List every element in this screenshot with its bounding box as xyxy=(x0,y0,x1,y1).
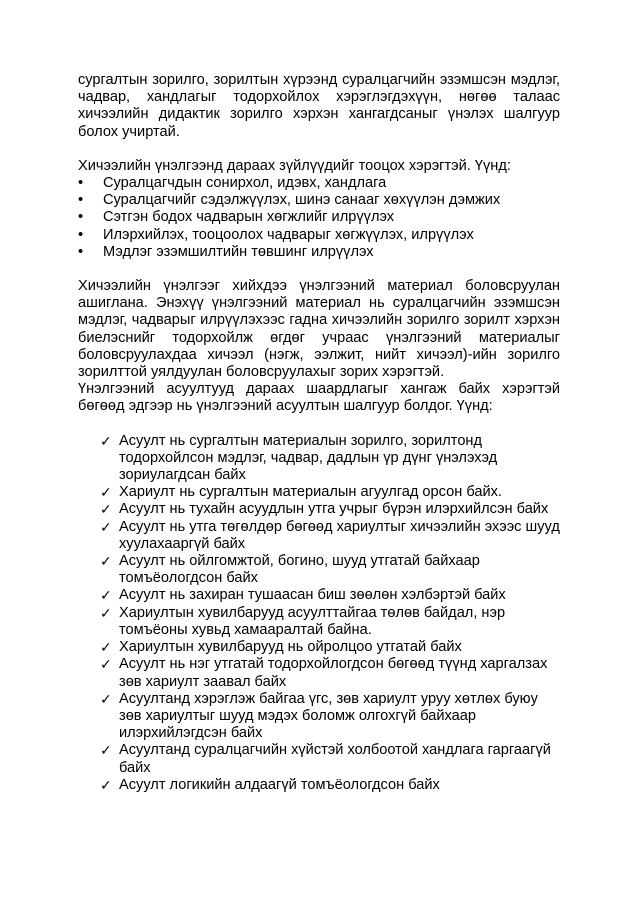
checkmark-icon: ✓ xyxy=(100,604,112,621)
list-item xyxy=(100,639,560,656)
list-item xyxy=(100,553,560,587)
list-item xyxy=(78,227,560,244)
checkmark-icon: ✓ xyxy=(100,690,112,707)
list-item-text: Асуулт нь нэг утгатай тодорхойлогдсон бөгөөд түүнд харгалзах зөв хариулт заавал байх xyxy=(119,656,548,690)
list-item-text: Суралцагчдын сонирхол, идэвх, хандлага xyxy=(103,175,387,192)
paragraph-spacer xyxy=(78,416,560,433)
checkmark-icon: ✓ xyxy=(100,776,112,793)
list-item-text: Асуулт нь сургалтын материалын зорилго, зорилтонд тодорхойлсон мэдлэг, чадвар, дадлын үр дүнг үнэлэхэд зориулагдсан байх xyxy=(119,432,498,484)
checkmark-icon: ✓ xyxy=(100,432,112,449)
list-item xyxy=(100,519,560,553)
list-item-text: Хариултын хувилбарууд нь ойролцоо утгатай байх xyxy=(119,639,462,656)
bullet-icon: • xyxy=(78,243,84,260)
checkmark-icon: ✓ xyxy=(100,484,112,501)
intro-paragraph: сургалтын зорилго, зорилтын хүрээнд суралцагчийн эзэмшсэн мэдлэг, чадвар, хандлагыг тодорхойлох хэрэглэгдэхүүн, нөгөө талаас хичээлийн дидактик зорилго хэрхэн хангагдсаныг үнэлэх шалгуур болох учиртай. xyxy=(78,72,560,140)
checkmark-icon: ✓ xyxy=(100,639,112,656)
list-item xyxy=(100,691,560,743)
checkmark-icon: ✓ xyxy=(100,501,112,518)
factors-list xyxy=(78,175,560,261)
list-item xyxy=(78,244,560,261)
document-page xyxy=(78,72,560,794)
list-item-text: Илэрхийлэх, тооцоолох чадварыг хөгжүүлэх, илрүүлэх xyxy=(103,226,474,243)
factors-intro: Хичээлийн үнэлгээнд дараах зүйлүүдийг тооцох хэрэгтэй. Үүнд: xyxy=(78,157,511,174)
paragraph-spacer xyxy=(78,141,560,158)
checkmark-icon: ✓ xyxy=(100,587,112,604)
paragraph-spacer xyxy=(78,261,560,278)
list-item-text: Асуулт логикийн алдаагүй томъёологдсон байх xyxy=(119,776,440,793)
list-item-text: Мэдлэг эзэмшилтийн төвшинг илрүүлэх xyxy=(103,243,374,260)
list-item xyxy=(100,656,560,690)
list-item-text: Асуулт нь утга төгөлдөр бөгөөд хариултыг хичээлийн эхээс шууд хуулахааргүй байх xyxy=(119,518,560,552)
criteria-list xyxy=(78,433,560,794)
checkmark-icon: ✓ xyxy=(100,553,112,570)
list-item-text: Асуулт нь захиран тушаасан биш зөөлөн хэлбэртэй байх xyxy=(119,587,506,604)
list-item xyxy=(100,777,560,794)
list-item xyxy=(100,587,560,604)
bullet-icon: • xyxy=(78,192,84,209)
list-item xyxy=(100,605,560,639)
list-item-text: Асуултанд хэрэглэж байгаа үгс, зөв хариулт уруу хөтлөх буюу зөв хариултыг шууд мэдэх боломж олгохгүй байхаар илэрхийлэгдсэн байх xyxy=(119,690,538,742)
list-item xyxy=(78,175,560,192)
list-item-text: Асуултанд суралцагчийн хүйстэй холбоотой хандлага гаргаагүй байх xyxy=(119,742,551,776)
bullet-icon: • xyxy=(78,209,84,226)
list-item-text: Хариулт нь сургалтын материалын агуулгад орсон байх. xyxy=(119,484,502,501)
list-item xyxy=(78,192,560,209)
list-item xyxy=(100,484,560,501)
checkmark-icon: ✓ xyxy=(100,742,112,759)
bullet-icon: • xyxy=(78,226,84,243)
list-item-text: Асуулт нь ойлгомжтой, богино, шууд утгатай байхаар томъёологдсон байх xyxy=(119,553,480,587)
list-item xyxy=(100,501,560,518)
list-item-text: Сэтгэн бодох чадварын хөгжлийг илрүүлэх xyxy=(103,209,395,226)
list-item-text: Хариултын хувилбарууд асуулттайгаа төлөв байдал, нэр томъёоны хувьд хамааралтай байна. xyxy=(119,604,506,638)
checkmark-icon: ✓ xyxy=(100,518,112,535)
material-paragraph: Хичээлийн үнэлгээг хийхдээ үнэлгээний материал боловсруулан ашиглана. Энэхүү үнэлгээний материал нь суралцагчийн эзэмшсэн мэдлэг, чадварыг илрүүлэхээс гадна хичээлийн зорилго зорилт хэрхэн биелэснийг тодорхойлж өгдөг учраас үнэлгээний материалыг боловсруулахдаа хичээл (нэгж, ээлжит, нийт хичээл)-ийн зорилго зорилттой уялдуулан боловсруулахыг зорих хэрэгтэй. xyxy=(78,278,560,381)
list-item-text: Асуулт нь тухайн асуудлын утга учрыг бүрэн илэрхийлсэн байх xyxy=(119,501,549,518)
list-item xyxy=(100,742,560,776)
bullet-icon: • xyxy=(78,175,84,192)
criteria-intro: Үнэлгээний асуултууд дараах шаардлагыг хангаж байх хэрэгтэй бөгөөд эдгээр нь үнэлгээний асуултын шалгуур болдог. Үүнд: xyxy=(78,381,560,415)
list-item xyxy=(78,209,560,226)
list-item xyxy=(100,433,560,485)
checkmark-icon: ✓ xyxy=(100,656,112,673)
list-item-text: Суралцагчийг сэдэлжүүлэх, шинэ санааг хөхүүлэн дэмжих xyxy=(103,192,501,209)
